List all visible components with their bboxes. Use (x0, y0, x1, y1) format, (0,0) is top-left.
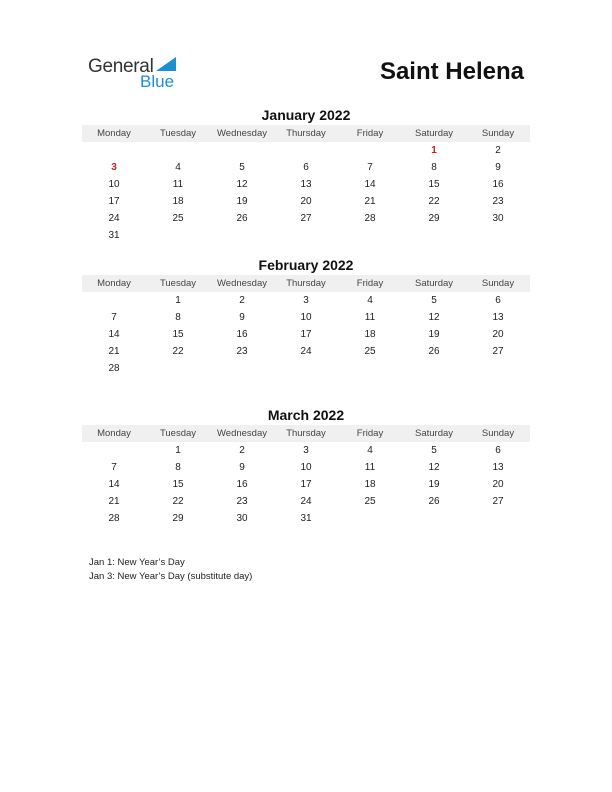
logo-triangle-icon (156, 57, 176, 71)
month-calendar (82, 256, 530, 377)
day-cell: 8 (175, 312, 181, 323)
day-cell: 10 (300, 312, 312, 323)
week-row (82, 493, 530, 510)
day-cell: 17 (300, 479, 312, 490)
week-row (82, 442, 530, 459)
day-cell: 20 (300, 196, 312, 207)
day-cell: 7 (367, 162, 373, 173)
week-row (82, 309, 530, 326)
month-title: January 2022 (261, 107, 351, 123)
day-cell: 21 (364, 196, 376, 207)
day-cell: 22 (172, 346, 184, 357)
day-cell: 14 (108, 329, 120, 340)
week-row (82, 210, 530, 227)
day-cell: 19 (428, 479, 440, 490)
day-cell: 2 (239, 295, 245, 306)
day-cell: 15 (172, 479, 184, 490)
day-cell: 25 (364, 496, 376, 507)
day-cell: 24 (300, 496, 312, 507)
day-cell: 5 (431, 445, 437, 456)
weekday-label: Tuesday (159, 428, 197, 439)
day-cell: 16 (492, 179, 504, 190)
day-cell: 1 (175, 295, 181, 306)
month-calendar (82, 106, 530, 244)
day-cell: 26 (428, 346, 440, 357)
day-cell: 6 (495, 295, 501, 306)
day-cell: 30 (492, 213, 504, 224)
day-cell: 27 (300, 213, 312, 224)
day-cell: 18 (364, 479, 376, 490)
day-cell: 15 (172, 329, 184, 340)
day-cell: 4 (367, 295, 373, 306)
day-cell: 3 (303, 445, 309, 456)
weekday-header (82, 425, 530, 442)
day-cell: 5 (239, 162, 245, 173)
weekday-label: Tuesday (159, 128, 197, 139)
day-cell: 20 (492, 329, 504, 340)
day-cell: 13 (492, 462, 504, 473)
day-cell: 22 (172, 496, 184, 507)
day-cell: 15 (428, 179, 440, 190)
day-cell: 12 (428, 462, 440, 473)
week-row (82, 459, 530, 476)
day-cell: 10 (108, 179, 120, 190)
day-cell: 23 (236, 346, 248, 357)
holiday-note: Jan 1: New Year’s Day (89, 557, 185, 568)
day-cell: 19 (428, 329, 440, 340)
weekday-header (82, 275, 530, 292)
weekday-label: Wednesday (217, 278, 267, 289)
day-cell: 25 (172, 213, 184, 224)
week-row (82, 326, 530, 343)
day-cell: 17 (108, 196, 120, 207)
month-title: March 2022 (267, 407, 345, 423)
day-cell: 11 (364, 312, 376, 323)
logo (88, 56, 198, 96)
day-cell: 11 (172, 179, 184, 190)
day-cell: 21 (108, 346, 120, 357)
day-cell: 1 (175, 445, 181, 456)
day-cell: 16 (236, 479, 248, 490)
day-cell: 6 (303, 162, 309, 173)
week-row (82, 142, 530, 159)
day-cell: 14 (108, 479, 120, 490)
day-cell: 6 (495, 445, 501, 456)
day-cell: 5 (431, 295, 437, 306)
day-cell: 1 (431, 145, 437, 156)
weekday-label: Saturday (414, 428, 454, 439)
day-cell: 10 (300, 462, 312, 473)
day-cell: 30 (236, 513, 248, 524)
day-cell: 4 (367, 445, 373, 456)
weekday-label: Thursday (286, 278, 326, 289)
day-cell: 29 (428, 213, 440, 224)
weekday-label: Sunday (481, 278, 515, 289)
day-cell: 26 (236, 213, 248, 224)
day-cell: 28 (108, 513, 120, 524)
weekday-label: Friday (356, 428, 384, 439)
day-cell: 2 (495, 145, 501, 156)
weekday-label: Sunday (481, 128, 515, 139)
day-cell: 7 (111, 462, 117, 473)
day-cell: 12 (236, 179, 248, 190)
weekday-label: Monday (97, 128, 131, 139)
day-cell: 9 (239, 462, 245, 473)
logo-text-blue: Blue (140, 72, 175, 91)
weekday-label: Saturday (414, 278, 454, 289)
weekday-label: Thursday (286, 128, 326, 139)
weekday-label: Saturday (414, 128, 454, 139)
month-title: February 2022 (258, 257, 354, 273)
day-cell: 31 (108, 230, 120, 241)
weekday-label: Monday (97, 278, 131, 289)
day-cell: 25 (364, 346, 376, 357)
day-cell: 29 (172, 513, 184, 524)
day-cell: 23 (236, 496, 248, 507)
day-cell: 9 (239, 312, 245, 323)
country-title: Saint Helena (379, 58, 524, 85)
day-cell: 13 (492, 312, 504, 323)
day-cell: 3 (303, 295, 309, 306)
day-cell: 27 (492, 496, 504, 507)
day-cell: 14 (364, 179, 376, 190)
day-cell: 4 (175, 162, 181, 173)
weekday-label: Wednesday (217, 428, 267, 439)
day-cell: 24 (300, 346, 312, 357)
week-row (82, 292, 530, 309)
day-cell: 26 (428, 496, 440, 507)
weekday-label: Thursday (286, 428, 326, 439)
day-cell: 19 (236, 196, 248, 207)
weekday-header (82, 125, 530, 142)
holiday-note: Jan 3: New Year’s Day (substitute day) (89, 571, 253, 582)
week-row (82, 476, 530, 493)
day-cell: 27 (492, 346, 504, 357)
day-cell: 12 (428, 312, 440, 323)
day-cell: 16 (236, 329, 248, 340)
week-row (82, 510, 530, 527)
day-cell: 9 (495, 162, 501, 173)
day-cell: 28 (108, 363, 120, 374)
day-cell: 31 (300, 513, 312, 524)
day-cell: 2 (239, 445, 245, 456)
day-cell: 3 (111, 162, 117, 173)
holiday-notes (89, 556, 252, 584)
day-cell: 17 (300, 329, 312, 340)
week-row (82, 176, 530, 193)
week-row (82, 360, 530, 377)
day-cell: 13 (300, 179, 312, 190)
weekday-label: Sunday (481, 428, 515, 439)
day-cell: 18 (364, 329, 376, 340)
weekday-label: Wednesday (217, 128, 267, 139)
day-cell: 18 (172, 196, 184, 207)
logo-text-general: General (88, 56, 154, 77)
day-cell: 8 (431, 162, 437, 173)
day-cell: 22 (428, 196, 440, 207)
day-cell: 11 (364, 462, 376, 473)
week-row (82, 193, 530, 210)
weekday-label: Friday (356, 278, 384, 289)
week-row (82, 343, 530, 360)
day-cell: 7 (111, 312, 117, 323)
day-cell: 28 (364, 213, 376, 224)
month-calendar (82, 406, 530, 527)
week-row (82, 159, 530, 176)
day-cell: 23 (492, 196, 504, 207)
weekday-label: Friday (356, 128, 384, 139)
day-cell: 21 (108, 496, 120, 507)
day-cell: 24 (108, 213, 120, 224)
week-row (82, 227, 530, 244)
day-cell: 8 (175, 462, 181, 473)
weekday-label: Monday (97, 428, 131, 439)
day-cell: 20 (492, 479, 504, 490)
weekday-label: Tuesday (159, 278, 197, 289)
